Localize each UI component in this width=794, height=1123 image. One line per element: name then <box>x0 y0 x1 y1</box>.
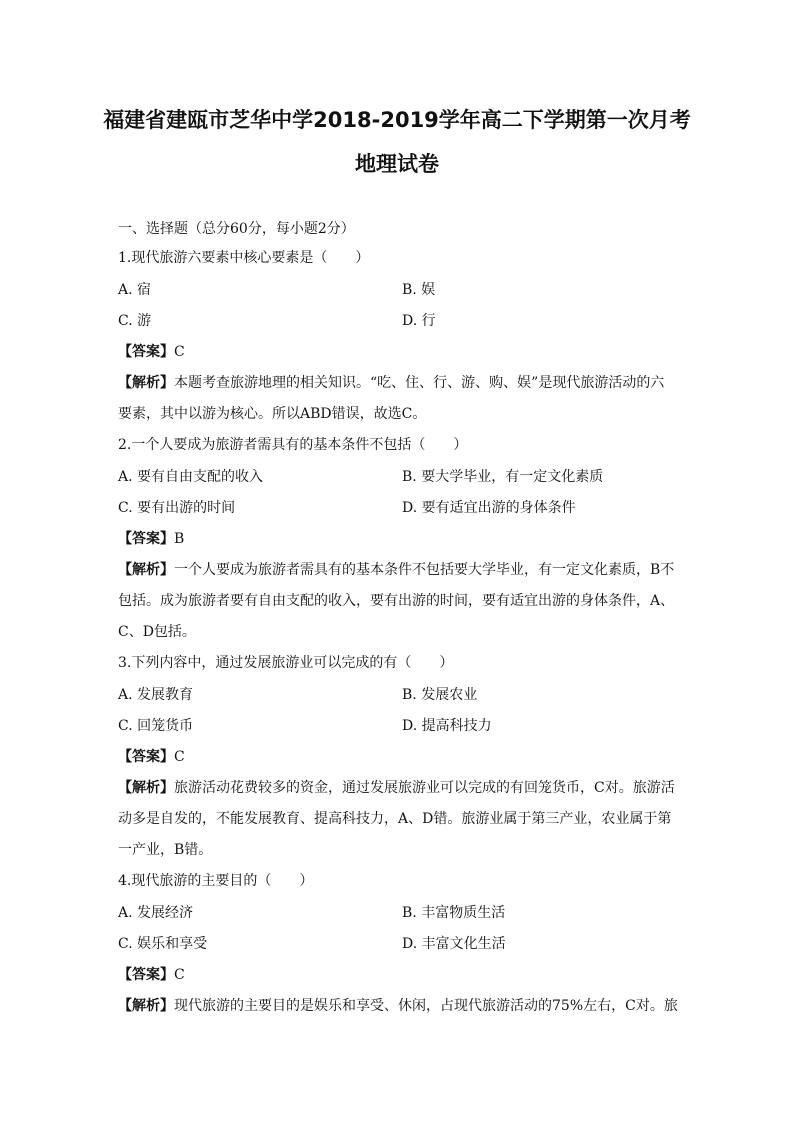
analysis-text: 要素，其中以游为核心。所以ABD错误，故选C。 <box>118 406 427 422</box>
option-b: B. 娱 <box>402 282 436 298</box>
analysis-line <box>118 560 674 580</box>
analysis-line <box>118 373 664 393</box>
option-c: C. 要有出游的时间 <box>118 500 236 516</box>
analysis-text: 动多是自发的，不能发展教育、提高科技力，A、D错。旅游业属于第三产业，农业属于第 <box>118 811 672 827</box>
answer-tag: 【答案】 <box>118 749 174 765</box>
option-b: B. 发展农业 <box>402 687 478 703</box>
option-d: D. 提高科技力 <box>402 718 492 734</box>
analysis-text: 一个人要成为旅游者需具有的基本条件不包括要大学毕业，有一定文化素质，B不 <box>174 562 675 578</box>
section-heading: 一、选择题（总分60分，每小题2分） <box>118 221 355 237</box>
answer-value: C <box>174 344 185 360</box>
question-stem: 2.一个人要成为旅游者需具有的基本条件不包括（ ） <box>118 437 468 453</box>
document-subtitle: 地理试卷 <box>355 152 439 176</box>
option-a: A. 宿 <box>118 282 152 298</box>
analysis-text: 包括。成为旅游者要有自由支配的收入，要有出游的时间，要有适宜出游的身体条件，A、 <box>118 593 675 609</box>
analysis-line <box>118 778 675 798</box>
question-stem: 4.现代旅游的主要目的（ ） <box>118 873 314 889</box>
analysis-tag: 【解析】 <box>118 998 174 1014</box>
analysis-tag: 【解析】 <box>118 375 174 391</box>
analysis-text: 旅游活动花费较多的资金，通过发展旅游业可以完成的有回笼货币，C对。旅游活 <box>174 780 675 796</box>
document-title: 福建省建瓯市芝华中学2018-2019学年高二下学期第一次月考 <box>103 108 691 132</box>
option-c: C. 游 <box>118 313 152 329</box>
answer-line <box>118 965 185 985</box>
answer-tag: 【答案】 <box>118 531 174 547</box>
answer-value: C <box>174 967 185 983</box>
option-d: D. 要有适宜出游的身体条件 <box>402 500 576 516</box>
option-a: A. 发展教育 <box>118 687 194 703</box>
answer-value: C <box>174 749 185 765</box>
option-d: D. 行 <box>402 313 436 329</box>
question-stem: 3.下列内容中，通过发展旅游业可以完成的有（ ） <box>118 655 454 671</box>
analysis-text: C、D包括。 <box>118 624 196 640</box>
option-d: D. 丰富文化生活 <box>402 936 506 952</box>
answer-line <box>118 747 185 767</box>
answer-value: B <box>174 531 185 547</box>
answer-tag: 【答案】 <box>118 344 174 360</box>
analysis-text: 一产业，B错。 <box>118 842 213 858</box>
analysis-text: 本题考查旅游地理的相关知识。“吃、住、行、游、购、娱”是现代旅游活动的六 <box>174 375 665 391</box>
option-b: B. 要大学毕业，有一定文化素质 <box>402 469 604 485</box>
question-stem: 1.现代旅游六要素中核心要素是（ ） <box>118 250 370 266</box>
answer-tag: 【答案】 <box>118 967 174 983</box>
option-c: C. 回笼货币 <box>118 718 194 734</box>
option-b: B. 丰富物质生活 <box>402 905 506 921</box>
option-a: A. 发展经济 <box>118 905 194 921</box>
analysis-text: 现代旅游的主要目的是娱乐和享受、休闲，占现代旅游活动的75%左右，C对。旅 <box>174 998 678 1014</box>
analysis-line <box>118 996 678 1016</box>
analysis-tag: 【解析】 <box>118 780 174 796</box>
answer-line <box>118 529 184 549</box>
answer-line <box>118 342 185 362</box>
option-a: A. 要有自由支配的收入 <box>118 469 264 485</box>
option-c: C. 娱乐和享受 <box>118 936 208 952</box>
analysis-tag: 【解析】 <box>118 562 174 578</box>
